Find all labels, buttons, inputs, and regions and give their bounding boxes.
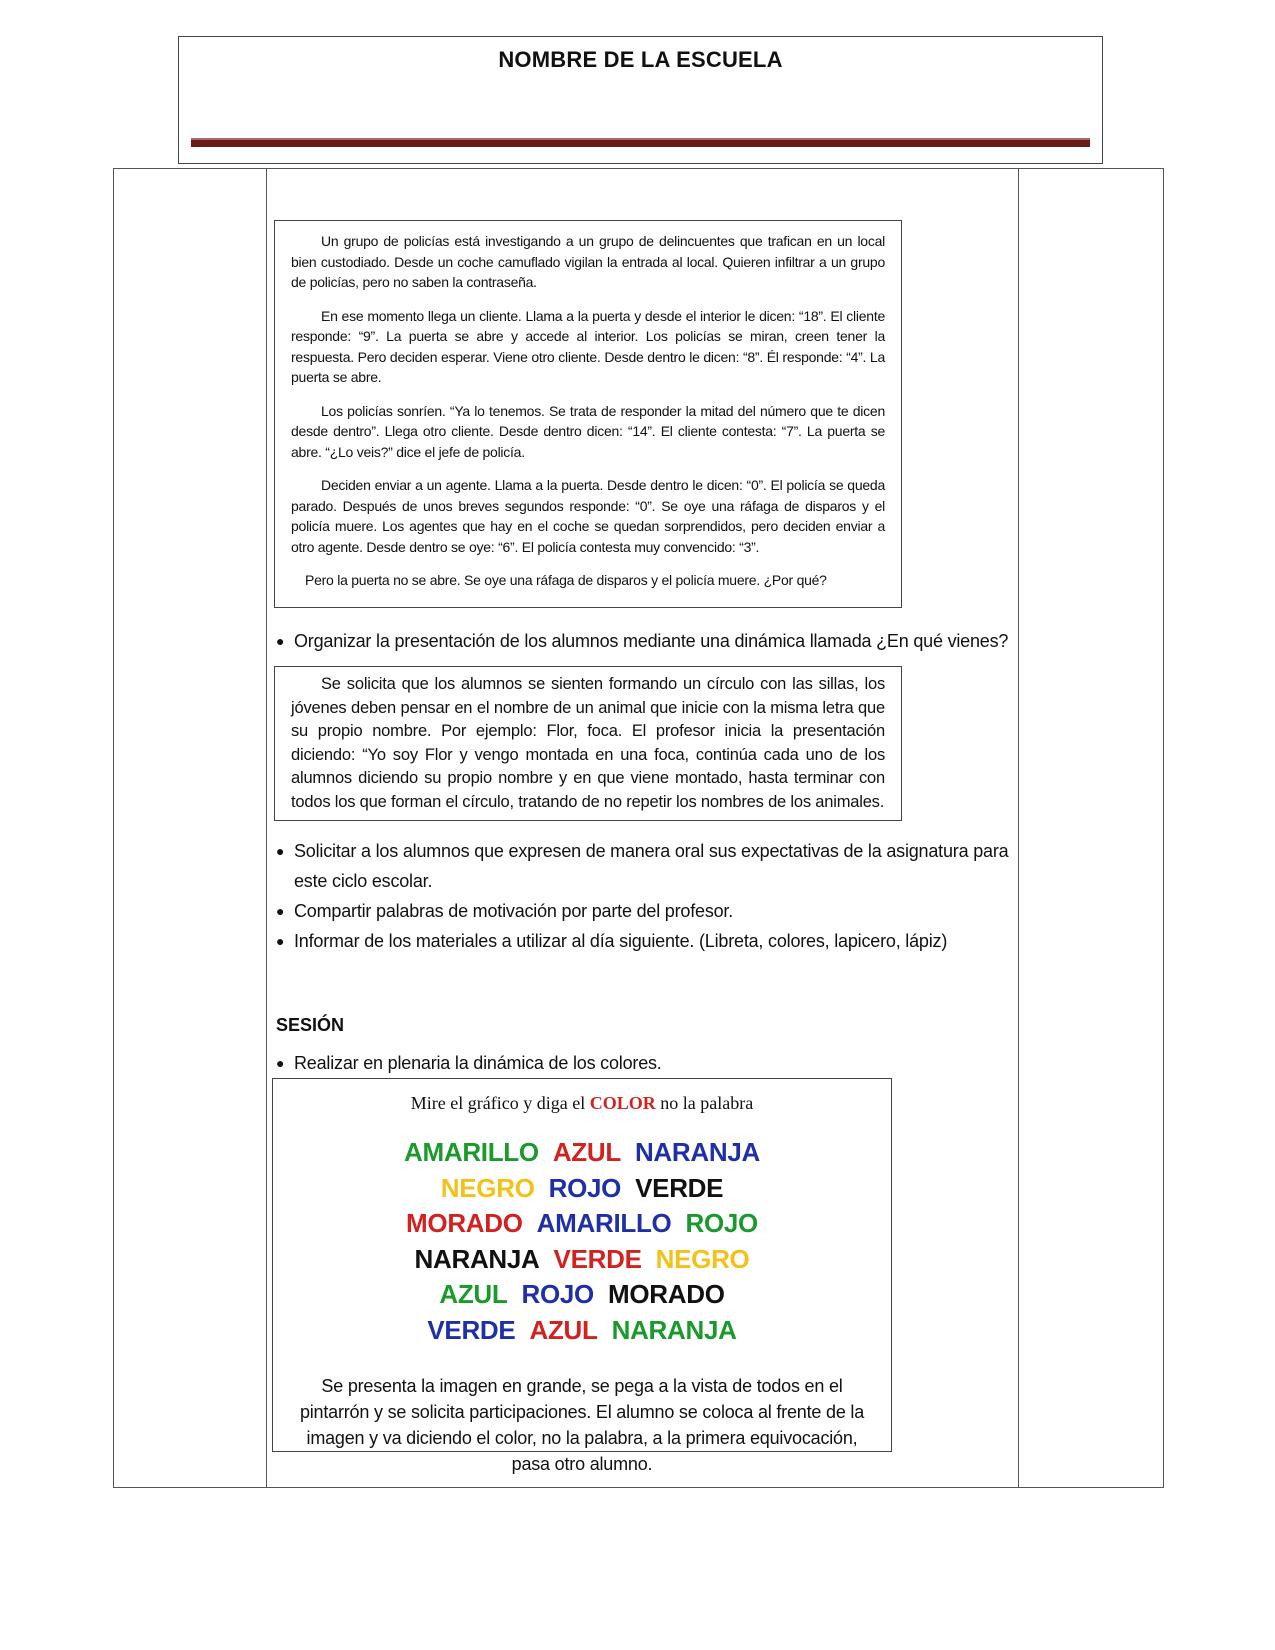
color-chart-instruction [273,1093,891,1114]
bullet-dot-icon: ● [276,633,285,649]
color-word-row [273,1313,891,1349]
bullet-dot-icon: ● [276,843,285,859]
bullet-dot-icon: ● [276,903,285,919]
color-word: MORADO [607,1279,725,1309]
bullet-motivation [276,896,1016,926]
bullet-text: Compartir palabras de motivación por parte del profesor. [294,901,734,921]
color-word: AZUL [439,1279,508,1309]
bullet-presentation [276,626,1016,656]
instruction-text: Mire el gráfico y diga el [410,1093,586,1113]
bullet-colors [276,1048,1016,1078]
color-word: AZUL [552,1137,621,1167]
bullet-text: Informar de los materiales a utilizar al día siguiente. (Libreta, colores, lapicero, lápiz) [294,931,948,951]
story-paragraph: Los policías sonríen. “Ya lo tenemos. Se trata de responder la mitad del número que te dicen desde dentro”. Llega otro cliente. Desde dentro dicen: “14”. El cliente contesta: “7”. La puerta se abre. “¿Lo veis?” dice el jefe de policía. [291,402,885,460]
color-word: NARANJA [611,1314,737,1345]
bullet-expectations [276,836,1016,896]
color-word: NEGRO [440,1172,535,1203]
bullet-dot-icon: ● [276,933,285,949]
bullet-text: Solicitar a los alumnos que expresen de manera oral sus expectativas de la asignatura para este ciclo escolar. [294,841,1009,891]
color-chart-box [272,1078,892,1474]
story-paragraph: Un grupo de policías está investigando a un grupo de delincuentes que trafican en un local bien custodiado. Desde un coche camuflado vigilan la entrada al local. Quieren infiltrar a un grupo de policías, pero no saben la contraseña. [291,233,885,290]
bullet-text: Realizar en plenaria la dinámica de los colores. [294,1053,662,1073]
instruction-accent: COLOR [589,1093,656,1113]
color-word: VERDE [635,1172,724,1203]
school-header [178,36,1103,164]
dynamic-text: Se solicita que los alumnos se sienten formando un círculo con las sillas, los jóvenes deben pensar en el nombre de un animal que inicie con la misma letra que su propio nombre. Por ejemplo: Flor, foca. El profesor inicia la presentación diciendo: “Yo soy Flor y vengo montada en una foca, continúa cada uno de los alumnos diciendo su propio nombre y en que viene montado, hasta terminar con todos los que forman el círculo, tratando de no repetir los nombres de los animales. [291,675,885,811]
dynamic-box [274,666,902,821]
color-word-row [273,1277,891,1313]
color-word-row [273,1206,891,1242]
color-word: NARANJA [634,1137,760,1167]
color-word: VERDE [553,1243,642,1274]
bullet-text: Organizar la presentación de los alumnos mediante una dinámica llamada ¿En qué vienes? [294,631,1009,651]
story-paragraph: En ese momento llega un cliente. Llama a la puerta y desde el interior le dicen: “18”. El cliente responde: “9”. La puerta se abre y accede al interior. Los policías se miran, creen tener la respuesta. Pero deciden esperar. Viene otro cliente. Desde dentro le dicen: “8”. Él responde: “4”. La puerta se abre. [291,307,885,385]
story-paragraph: Deciden enviar a un agente. Llama a la puerta. Desde dentro le dicen: “0”. El policía se queda parado. Después de unos breves segundos responde: “0”. Se oye una ráfaga de disparos y el policía muere. Los agentes que hay en el coche se quedan sorprendidos, pero deciden enviar a otro agente. Desde dentro se oye: “6”. El policía contesta muy convencido: “3”. [291,477,885,555]
session-title: SESIÓN [276,1015,345,1035]
column-divider-right [1018,169,1019,1487]
color-word-grid [273,1135,891,1348]
story-box [274,220,902,608]
header-divider [191,140,1090,147]
color-word-row [273,1242,891,1278]
instruction-text: no la palabra [660,1093,754,1113]
color-word: AMARILLO [536,1208,672,1238]
color-word: NARANJA [414,1243,540,1274]
column-divider-left [266,169,267,1487]
color-word: VERDE [427,1314,516,1345]
color-word-row [273,1135,891,1171]
story-closing: Pero la puerta no se abre. Se oye una ráfaga de disparos y el policía muere. ¿Por qué? [305,572,827,588]
school-name: NOMBRE DE LA ESCUELA [498,47,783,72]
bullet-dot-icon: ● [276,1055,285,1071]
color-chart-description: Se presenta la imagen en grande, se pega a la vista de todos en el pintarrón y se solicita participaciones. El alumno se coloca al frente de la imagen y va diciendo el color, no la palabra, a la primera equivocación, pasa otro alumno. [299,1376,865,1474]
color-word: ROJO [685,1208,758,1238]
color-word: ROJO [521,1279,594,1309]
color-word: AMARILLO [404,1137,539,1167]
color-word-row [273,1171,891,1207]
bullet-materials [276,926,1016,956]
color-word: ROJO [548,1172,622,1203]
color-word: MORADO [406,1208,523,1238]
color-word: NEGRO [655,1243,750,1274]
color-word: AZUL [529,1314,598,1345]
